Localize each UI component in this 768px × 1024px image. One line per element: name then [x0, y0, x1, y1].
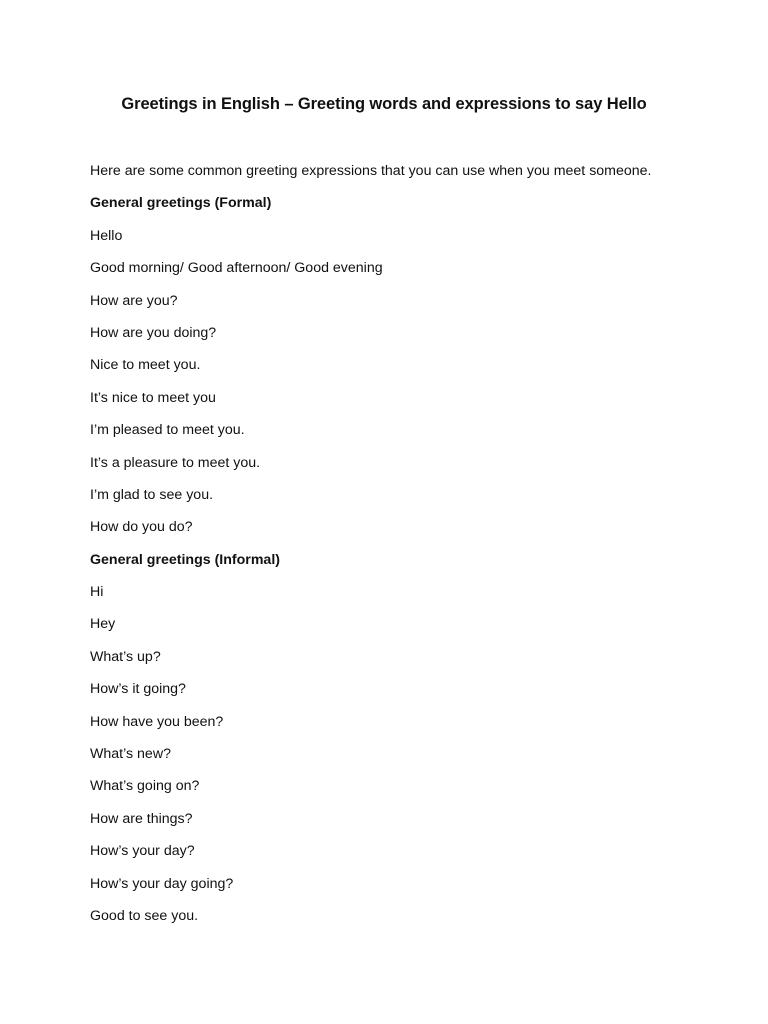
informal-greeting-item: What’s new? — [90, 746, 171, 763]
formal-greeting-item: Good morning/ Good afternoon/ Good evening — [90, 260, 383, 277]
formal-greeting-item: How do you do? — [90, 519, 193, 536]
formal-greeting-item: It’s a pleasure to meet you. — [90, 454, 261, 471]
formal-heading: General greetings (Formal) — [90, 195, 272, 212]
informal-greeting-item: What’s going on? — [90, 778, 200, 795]
formal-greeting-item: I’m glad to see you. — [90, 486, 214, 503]
informal-greeting-item: What’s up? — [90, 648, 161, 665]
informal-greeting-item: How’s it going? — [90, 681, 186, 698]
formal-greeting-item: How are you doing? — [90, 324, 217, 341]
informal-greeting-item: How are things? — [90, 810, 193, 827]
formal-greeting-item: I’m pleased to meet you. — [90, 422, 245, 439]
informal-greeting-item: How’s your day? — [90, 843, 195, 860]
informal-greeting-item: Hi — [90, 584, 104, 601]
informal-greeting-item: How have you been? — [90, 713, 224, 730]
formal-greeting-item: How are you? — [90, 292, 178, 309]
informal-greeting-item: Hey — [90, 616, 116, 633]
informal-greeting-item: Good to see you. — [90, 907, 199, 924]
formal-greeting-item: Nice to meet you. — [90, 357, 201, 374]
document-title: Greetings in English – Greeting words and expressions to say Hello — [121, 95, 647, 113]
informal-heading: General greetings (Informal) — [90, 551, 280, 568]
intro-paragraph: Here are some common greeting expressions that you can use when you meet someone. — [90, 163, 652, 179]
formal-greeting-item: Hello — [90, 227, 123, 244]
document-body — [90, 160, 750, 937]
informal-greeting-item: How’s your day going? — [90, 875, 234, 892]
formal-greeting-item: It’s nice to meet you — [90, 389, 216, 406]
